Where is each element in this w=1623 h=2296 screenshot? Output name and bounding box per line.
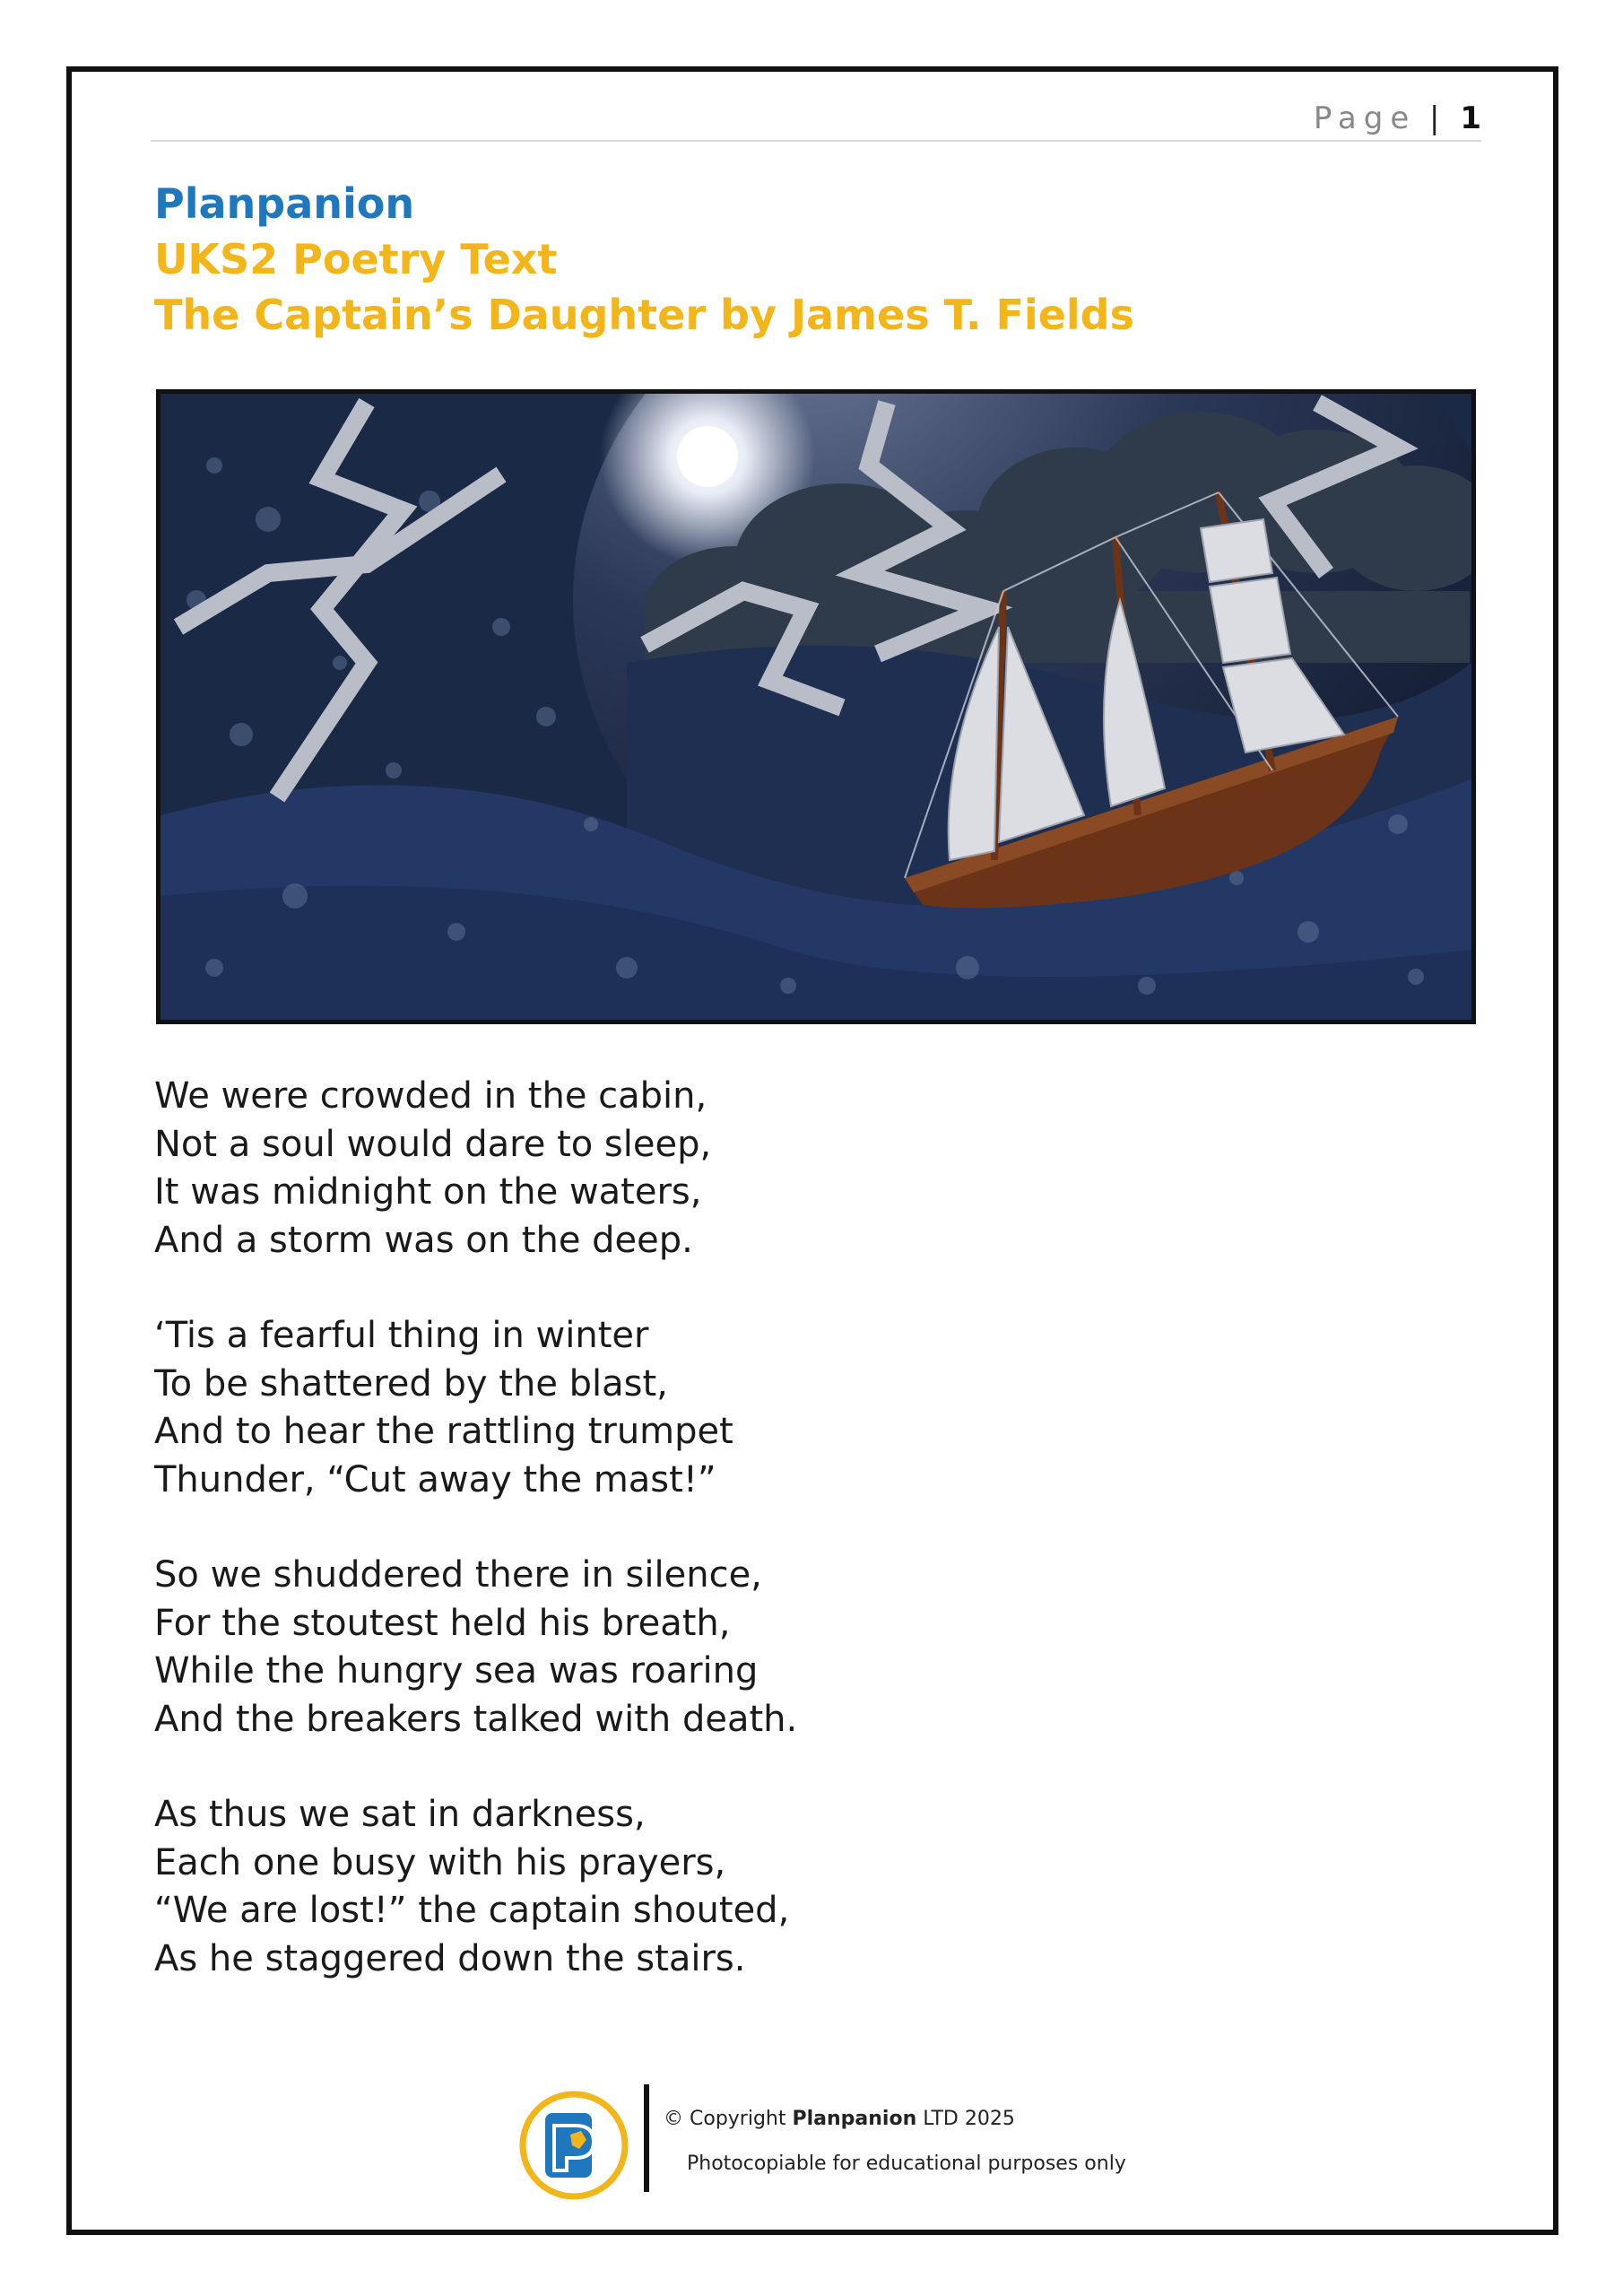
photocopiable-note: Photocopiable for educational purposes only [687,2152,1126,2175]
page-header [151,97,1481,142]
poem-line: Not a soul would dare to sleep, [154,1123,712,1165]
company-name: Planpanion [792,2108,917,2130]
poem-line: As he staggered down the stairs. [154,1937,746,1979]
stanza-4 [154,1791,797,1983]
page-separator: | [1429,100,1440,136]
page-number-label [1314,100,1481,136]
poem-line: And a storm was on the deep. [154,1219,693,1261]
stanza-1 [154,1073,797,1265]
footer-divider [644,2084,649,2192]
poem-line: And the breakers talked with death. [154,1698,798,1740]
poem-line: It was midnight on the waters, [154,1171,702,1213]
poem-line: So we shuddered there in silence, [154,1554,762,1596]
poem-line: For the stoutest held his breath, [154,1602,731,1644]
poem-title: The Captain’s Daughter by James T. Fields [154,291,1134,339]
storm-ship-illustration [156,389,1476,1024]
poem-text [154,1073,797,2031]
poem-line: Thunder, “Cut away the mast!” [154,1458,716,1500]
page-footer [518,2083,1146,2199]
stanza-2 [154,1312,797,1504]
copyright-text [664,2108,1015,2130]
brand-title: Planpanion [154,179,415,228]
planpanion-logo-icon [518,2090,629,2201]
poem-line: To be shattered by the blast, [154,1362,668,1405]
copyright-suffix: LTD 2025 [916,2108,1015,2130]
poem-line: Each one busy with his prayers, [154,1841,726,1883]
page-number: 1 [1460,100,1481,136]
stanza-3 [154,1552,797,1744]
poem-line: As thus we sat in darkness, [154,1794,646,1835]
copyright-prefix: © Copyright [664,2108,793,2130]
poem-line: While the hungry sea was roaring [154,1650,759,1692]
poem-line: “We are lost!” the captain shouted, [154,1890,790,1931]
page-word: Page [1313,100,1417,136]
poem-line: ‘Tis a fearful thing in winter [154,1315,649,1356]
poem-line: We were crowded in the cabin, [154,1075,707,1117]
title-block [154,176,1134,343]
poem-line: And to hear the rattling trumpet [154,1411,733,1452]
subtitle: UKS2 Poetry Text [154,235,558,283]
